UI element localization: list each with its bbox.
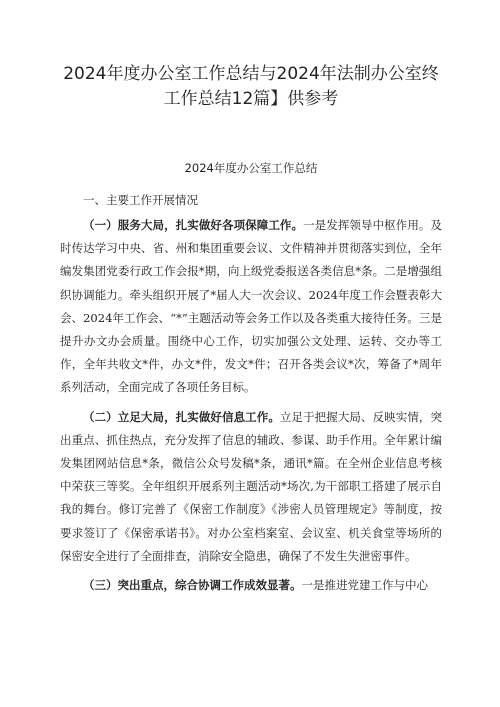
- paragraph-lead: （二）立足大局，扎实做好信息工作。: [83, 409, 280, 424]
- paragraph-information: [60, 406, 442, 568]
- paragraph-lead: （一）服务大局，扎实做好各项保障工作。: [83, 218, 304, 232]
- paragraph-body: 立足于把握大局、反映实情，突出重点、抓住热点，充分发挥了信息的辅政、参谋、助手作用。全年累计编发集团网站信息*条，微信公众号发稿*条，通讯*篇。在全州企业信息考核中荣获三等奖。全年组织开展系列主题活动*场次,为干部职工搭建了展示自我的舞台。修订完善了《保密工作制度》《涉密人员管理规定》等制度，按要求签订了《保密承诺书》。对办公室档案室、会议室、机关食堂等场所的保密安全进行了全面排查，消除安全隐患，确保了不发生失泄密事件。: [60, 409, 443, 563]
- paragraph-service: [60, 214, 442, 400]
- paragraph-body: 一是发挥领导中枢作用。及时传达学习中央、省、州和集团重要会议、文件精神并贯彻落实到位，全年编发集团党委行政工作会报*期，向上级党委报送各类信息*条。二是增强组织协调能力。牵头组织开展了*届人大一次会议、2024年度工作会暨表彰大会、2024年工作会、“*”主题活动等会务工作以及各类重大接待任务。三是提升办文办会质量。围绕中心工作，切实加强公文处理、运转、交办等工作，全年共收文*件，办文*件，发文*件；召开各类会议*次，筹备了*周年系列活动，全面完成了各项任务目标。: [60, 218, 443, 395]
- document-title: 2024年度办公室工作总结与2024年法制办公室终工作总结12篇】供参考: [63, 64, 439, 109]
- section-title: 2024年度办公室工作总结: [184, 161, 318, 175]
- paragraph-coordination: [60, 574, 442, 597]
- paragraph-lead: （三）突出重点，综合协调工作成效显著。: [83, 578, 302, 593]
- paragraph-body: 一是推进党建工作与中心: [301, 578, 428, 593]
- heading-main-work: 一、主要工作开展情况: [83, 193, 198, 207]
